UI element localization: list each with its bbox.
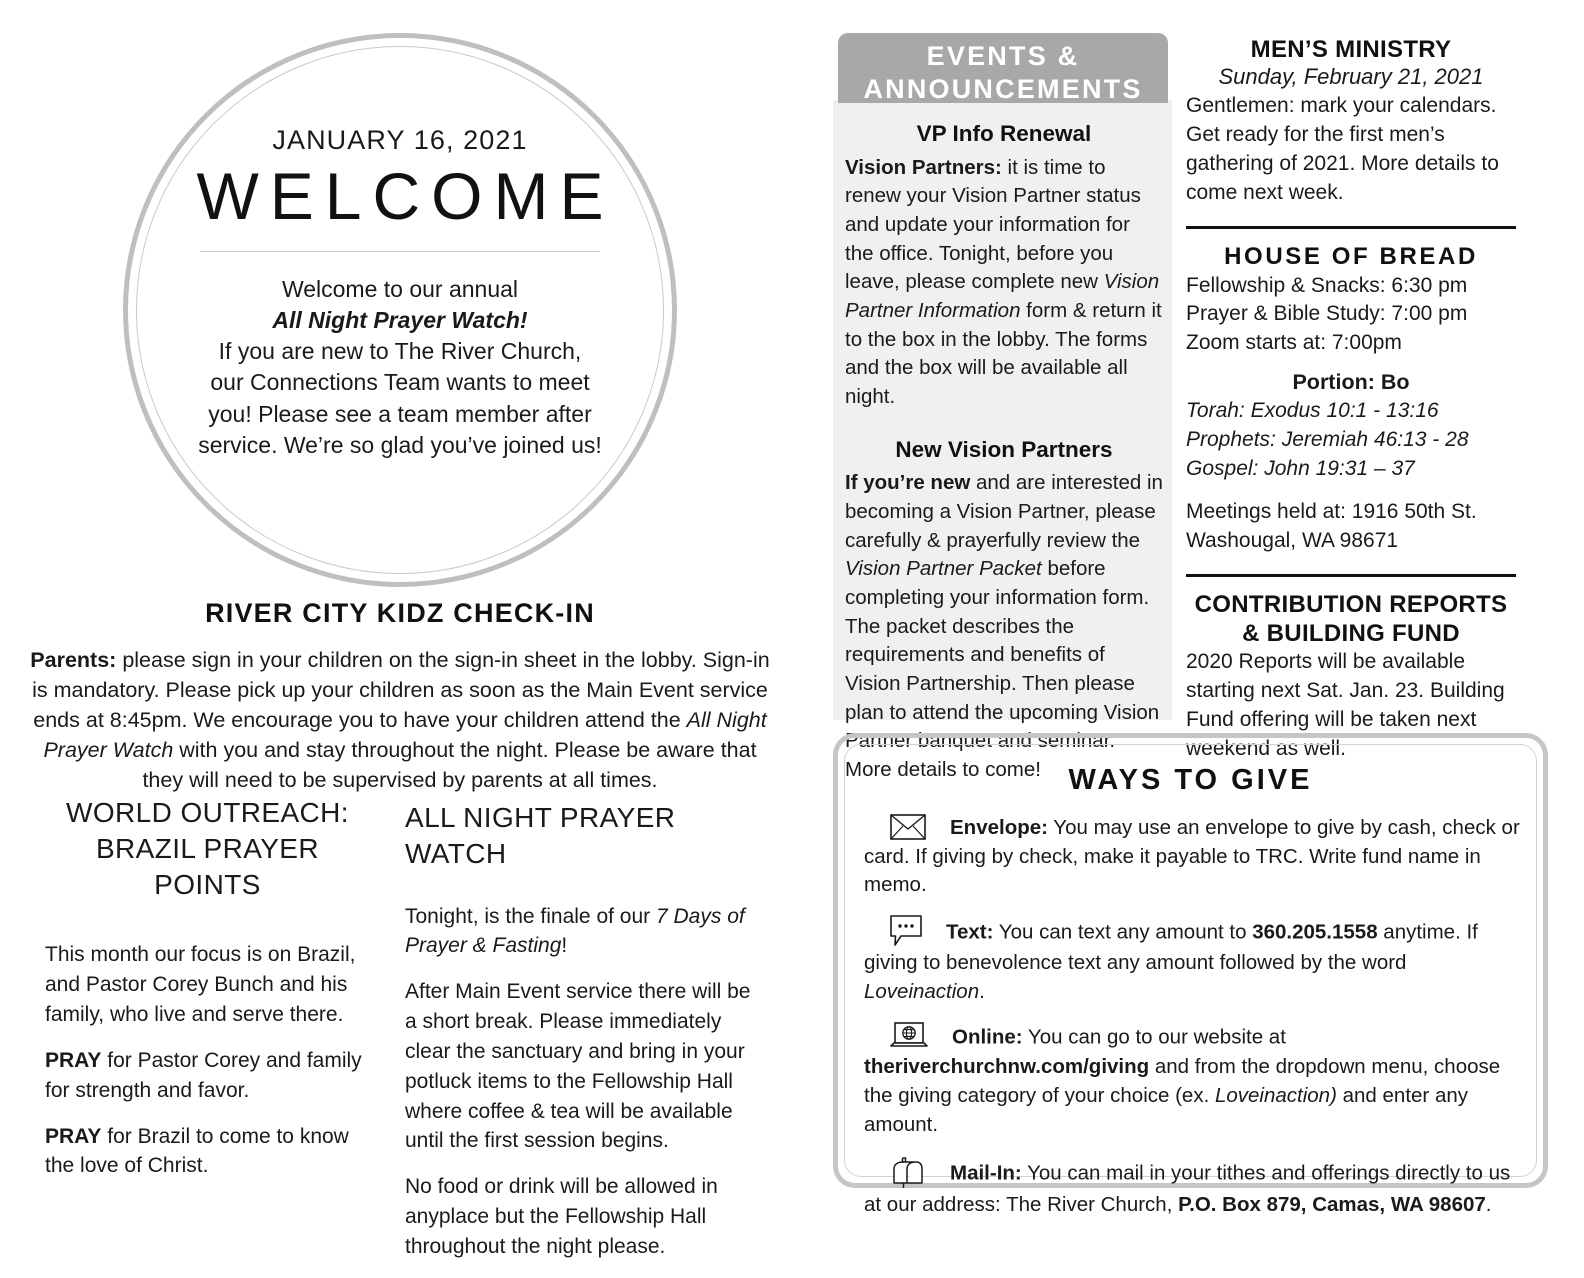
house-of-bread-location-2: Washougal, WA 98671 bbox=[1186, 529, 1399, 553]
brazil-paragraph-3 bbox=[45, 1122, 370, 1182]
welcome-line-1: Welcome to our annual bbox=[281, 275, 519, 302]
give-text-online-c: and enter any amount. bbox=[864, 1084, 1468, 1136]
give-phone-number: 360.205.1558 bbox=[1252, 920, 1378, 944]
house-of-bread-schedule-3: Zoom starts at: 7:00pm bbox=[1186, 331, 1402, 355]
house-of-bread-reading-torah: Torah: Exodus 10:1 - 13:16 bbox=[1186, 399, 1439, 423]
brazil-pray-lead-1: PRAY bbox=[45, 1048, 102, 1072]
new-vp-text-a: and are interested in becoming a Vision Partner, please carefully & prayerfully review the bbox=[845, 471, 1163, 552]
brazil-paragraph-2 bbox=[45, 1046, 370, 1106]
events-tab-line-1: EVENTS & bbox=[926, 41, 1080, 71]
anpw-paragraph-3: No food or drink will be allowed in anyplace but the Fellowship Hall throughout the night please. bbox=[405, 1175, 718, 1258]
all-night-prayer-watch-heading: ALL NIGHT PRAYER WATCH bbox=[405, 802, 676, 869]
give-lead-text: Text: bbox=[946, 920, 994, 944]
divider-rule-2 bbox=[1186, 574, 1516, 577]
mailbox-icon bbox=[890, 1155, 926, 1189]
all-night-prayer-watch-section bbox=[405, 800, 755, 1278]
give-text-text-b: anytime. If giving to benevolence text any amount followed by the word bbox=[864, 920, 1478, 975]
world-outreach-section bbox=[45, 795, 370, 1197]
brazil-paragraph-1: This month our focus is on Brazil, and Pastor Corey Bunch and his family, who live and serve there. bbox=[45, 943, 356, 1027]
give-mailing-address: P.O. Box 879, Camas, WA 98607 bbox=[1178, 1192, 1486, 1216]
event-text-vp-info-renewal bbox=[845, 154, 1163, 412]
contribution-text: 2020 Reports will be available starting next Sat. Jan. 23. Building Fund offering will be taken next weekend as well. bbox=[1186, 649, 1505, 760]
give-text-text-c: . bbox=[979, 979, 985, 1003]
ways-to-give-list bbox=[864, 814, 1526, 1236]
text-message-icon bbox=[890, 915, 922, 947]
world-outreach-heading-line1: WORLD OUTREACH: bbox=[66, 797, 349, 828]
give-text-italic: Loveinaction bbox=[864, 979, 980, 1003]
give-text-envelope: You may use an envelope to give by cash, check or card. If giving by check, make it payable to TRC. Write fund name in memo. bbox=[864, 816, 1520, 897]
kidz-body-text-1: please sign in your children on the sign-in sheet in the lobby. Sign-in is mandatory. Please pick up your children as soon as the Main Event service ends at 8:45pm. We encourage you to have your children attend the bbox=[32, 648, 770, 733]
new-vp-text-b: before completing your information form. The packet describes the requirements and benefits of Vision Partnership. Then please plan to attend the upcoming Vision Partner banquet and seminar. More details to come! bbox=[845, 557, 1160, 782]
kidz-body-lead: Parents: bbox=[30, 648, 117, 672]
house-of-bread-block bbox=[1186, 243, 1516, 556]
ways-to-give-box bbox=[833, 733, 1548, 1216]
kidz-checkin-section bbox=[30, 598, 770, 795]
welcome-line-2: All Night Prayer Watch! bbox=[272, 306, 528, 333]
house-of-bread-reading-prophets: Prophets: Jeremiah 46:13 - 28 bbox=[1186, 428, 1469, 452]
kidz-checkin-body bbox=[30, 645, 770, 795]
right-column bbox=[1186, 36, 1516, 768]
events-announcements-body bbox=[845, 118, 1163, 807]
give-website-url: theriverchurchnw.com/giving bbox=[864, 1055, 1150, 1079]
brazil-pray-text-1: for Pastor Corey and family for strength and favor. bbox=[45, 1048, 362, 1102]
vp-renewal-text-b: form & return it to the box in the lobby. The forms and the box will be available all night. bbox=[845, 298, 1162, 408]
give-item-text bbox=[864, 917, 1526, 1006]
contribution-title-line2: & BUILDING FUND bbox=[1242, 619, 1460, 647]
all-night-prayer-watch-body bbox=[405, 902, 755, 1262]
give-text-online-a: You can go to our website at bbox=[1022, 1025, 1286, 1049]
anpw-text-1b: ! bbox=[561, 934, 568, 958]
house-of-bread-title: HOUSE OF BREAD bbox=[1224, 243, 1478, 271]
world-outreach-heading-line2: BRAZIL PRAYER POINTS bbox=[95, 832, 320, 900]
give-lead-envelope: Envelope: bbox=[950, 816, 1048, 839]
brazil-pray-text-2: for Brazil to come to know the love of Christ. bbox=[45, 1124, 349, 1178]
world-outreach-body bbox=[45, 940, 370, 1181]
give-online-italic: Loveinaction) bbox=[1214, 1084, 1337, 1108]
new-vp-lead: If you’re new bbox=[845, 471, 971, 495]
brazil-pray-lead-2: PRAY bbox=[45, 1124, 102, 1148]
welcome-line-3: If you are new to The River Church, bbox=[218, 338, 582, 365]
new-vp-italic: Vision Partner Packet bbox=[845, 557, 1042, 581]
welcome-date: JANUARY 16, 2021 bbox=[272, 125, 528, 155]
give-text-mail-b: . bbox=[1485, 1192, 1492, 1216]
laptop-globe-icon bbox=[890, 1021, 928, 1051]
anpw-paragraph-2: After Main Event service there will be a short break. Please immediately clear the sanctuary and bring in your potluck items to the Fellowship Hall where coffee & tea will be available until the first session begins. bbox=[405, 980, 751, 1153]
event-title-new-vision-partners: New Vision Partners bbox=[895, 436, 1113, 462]
welcome-line-5: you! Please see a team member after bbox=[208, 400, 592, 427]
give-item-envelope bbox=[864, 814, 1526, 900]
welcome-block bbox=[140, 125, 660, 461]
give-text-mail-a: You can mail in your tithes and offerings directly to us at our address: The River Church, bbox=[864, 1160, 1511, 1216]
house-of-bread-schedule-1: Fellowship & Snacks: 6:30 pm bbox=[1186, 273, 1468, 297]
mens-ministry-date: Sunday, February 21, 2021 bbox=[1218, 64, 1484, 90]
anpw-italic-1: 7 Days of Prayer & Fasting bbox=[405, 904, 745, 958]
event-title-vp-info-renewal: VP Info Renewal bbox=[916, 121, 1092, 146]
events-tab-line-2: ANNOUNCEMENTS bbox=[863, 73, 1143, 104]
welcome-divider bbox=[200, 251, 600, 252]
welcome-line-4: our Connections Team wants to meet bbox=[210, 369, 590, 396]
give-text-online-b: and from the dropdown menu, choose the giving category of your choice (ex. bbox=[864, 1055, 1501, 1108]
mens-ministry-block bbox=[1186, 36, 1516, 208]
give-lead-mail-in: Mail-In: bbox=[950, 1160, 1022, 1184]
events-announcements-tab bbox=[838, 33, 1168, 103]
kidz-body-text-2: with you and stay throughout the night. Please be aware that they will need to be supervised by parents at all times. bbox=[142, 738, 757, 793]
welcome-title: WELCOME bbox=[196, 159, 615, 233]
welcome-line-6: service. We’re so glad you’ve joined us! bbox=[198, 431, 602, 458]
give-text-text-a: You can text any amount to bbox=[993, 920, 1253, 944]
mens-ministry-title: MEN’S MINISTRY bbox=[1250, 36, 1452, 63]
kidz-body-italic: All Night Prayer Watch bbox=[43, 708, 767, 763]
envelope-icon bbox=[890, 814, 926, 840]
give-item-mail-in bbox=[864, 1157, 1526, 1220]
mens-ministry-text: Gentlemen: mark your calendars. Get ready for the first men’s gathering of 2021. More details to come next week. bbox=[1186, 94, 1499, 205]
contribution-title-line1: CONTRIBUTION REPORTS bbox=[1194, 591, 1508, 619]
event-block-vp-info-renewal bbox=[845, 118, 1163, 412]
ways-to-give-title: WAYS TO GIVE bbox=[1068, 764, 1313, 796]
vp-renewal-text-a: it is time to renew your Vision Partner status and update your information for the office. Tonight, before you leave, please complete new bbox=[845, 155, 1141, 294]
house-of-bread-location-1: Meetings held at: 1916 50th St. bbox=[1186, 500, 1477, 524]
give-lead-online: Online: bbox=[952, 1025, 1023, 1049]
left-column bbox=[0, 0, 800, 1258]
give-item-online bbox=[864, 1023, 1526, 1139]
house-of-bread-reading-gospel: Gospel: John 19:31 – 37 bbox=[1186, 457, 1415, 481]
vp-renewal-italic: Vision Partner Information bbox=[845, 270, 1160, 322]
vp-renewal-lead: Vision Partners: bbox=[845, 155, 1002, 179]
house-of-bread-schedule-2: Prayer & Bible Study: 7:00 pm bbox=[1186, 302, 1468, 326]
house-of-bread-portion: Portion: Bo bbox=[1292, 370, 1410, 395]
divider-rule-1 bbox=[1186, 226, 1516, 229]
anpw-paragraph-1 bbox=[405, 902, 755, 962]
anpw-text-1a: Tonight, is the finale of our bbox=[405, 904, 656, 928]
kidz-checkin-heading: RIVER CITY KIDZ CHECK-IN bbox=[205, 598, 595, 628]
